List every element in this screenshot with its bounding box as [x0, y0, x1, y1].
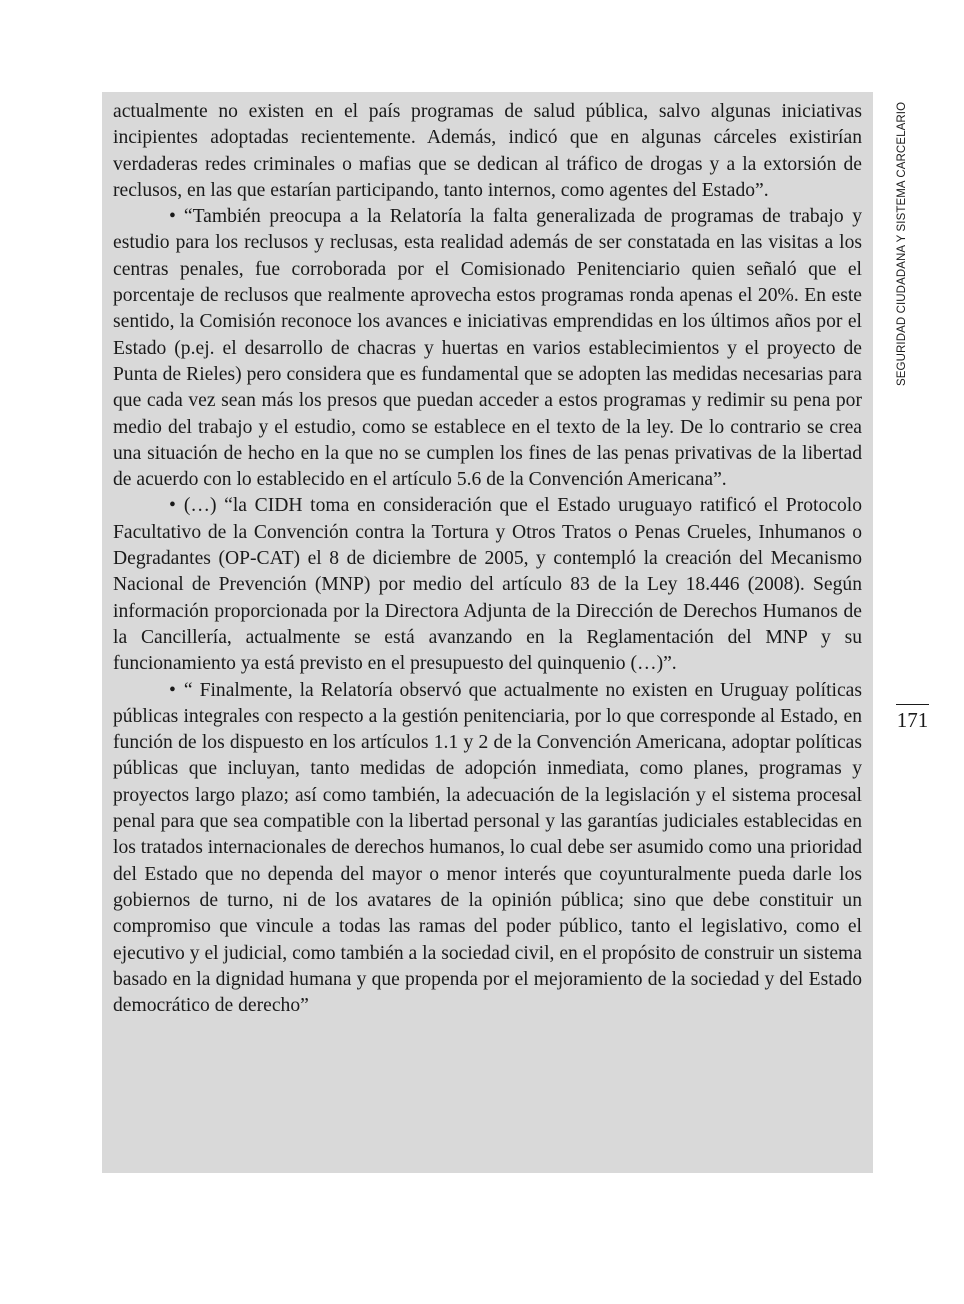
paragraph-continuation: actualmente no existen en el país programas de salud pública, salvo algunas iniciativas incipientes adoptadas recientemente. Además, indicó que en algunas cárceles existirían verdaderas redes criminales o mafias que se dedican al tráfico de drogas y a la extorsión de reclusos, en las que estarían participando, tanto internos, como agentes del Estado”.: [113, 101, 862, 201]
bullet-paragraph-work-study: [113, 204, 862, 493]
bullet-icon: •: [169, 495, 176, 517]
page-number-rule: [896, 704, 929, 705]
bullet-paragraph-text: (…) “la CIDH toma en consideración que el Estado uruguayo ratificó el Protocolo Facultativo de la Convención contra la Tortura y Otros Tratos o Penas Crueles, Inhumanos o Degradantes (OP-CAT) el 8 de diciembre de 2005, y contempló la creación del Mecanismo Nacional de Prevención (MNP) por medio del artículo 83 de la Ley 18.446 (2008). Según información proporcionada por la Directora Adjunta de la Dirección de Derechos Humanos de la Cancillería, actualmente se está avanzando en la Reglamentación del MNP y su funcionamiento ya está previsto en el presupuesto del quinquenio (…)”.: [113, 495, 862, 675]
running-header-vertical: SEGURIDAD CIUDADANA Y SISTEMA CARCELARIO: [896, 101, 908, 386]
bullet-paragraph-op-cat: [113, 493, 862, 677]
bullet-paragraph-text: “También preocupa a la Relatoría la falta generalizada de programas de trabajo y estudio para los reclusos y reclusas, esta realidad además de ser constatada en las visitas a los centras penales, fue corroborada por el Comisionado Penitenciario quien señaló que el porcentaje de reclusos que realmente aprovecha estos programas ronda apenas el 20%. En este sentido, la Comisión reconoce los avances e iniciativas emprendidas en los últimos años por el Estado (p.ej. el desarrollo de chacras y huertas en varios establecimientos y el proyecto de Punta de Rieles) pero considera que es fundamental que se adopten las medidas necesarias para que cada vez sean más los presos que puedan acceder a estos programas y redimir su pena por medio del trabajo y el estudio, como se establece en el texto de la ley. De lo contrario se crea una situación de hecho en la que no se cumplen los fines de las penas privativas de la libertad de acuerdo con lo establecido en el artículo 5.6 de la Convención Americana”.: [113, 206, 862, 491]
page-number: 171: [896, 708, 929, 732]
bullet-icon: •: [169, 679, 176, 701]
bullet-icon: •: [169, 206, 176, 228]
quoted-text-block: [113, 99, 862, 1019]
bullet-paragraph-public-policies: [113, 678, 862, 1020]
bullet-paragraph-text: “ Finalmente, la Relatoría observó que actualmente no existen en Uruguay políticas públicas integrales con respecto a la gestión penitenciaria, por lo que corresponde al Estado, en función de los dispuesto en los artículos 1.1 y 2 de la Convención Americana, adoptar políticas públicas que incluyan, tanto medidas de adopción inmediata, como planes, programas y proyectos largo plazo; así como también, la adecuación de la legislación y el sistema procesal penal para que sea compatible con la libertad personal y las garantías judiciales establecidas en los tratados internacionales de derechos humanos, lo cual debe ser asumido como una prioridad del Estado que no dependa del mayor o menor interés que coyunturalmente pueda darle los gobiernos de turno, ni de los avatares de la opinión pública; sino que debe constituir un compromiso que vincule a todas las ramas del poder público, tanto el legislativo, como el ejecutivo y el judicial, como también a la sociedad civil, en el propósito de construir un sistema basado en la dignidad humana y que propenda por el mejoramiento de la sociedad y del Estado democrático de derecho”: [113, 679, 862, 1017]
